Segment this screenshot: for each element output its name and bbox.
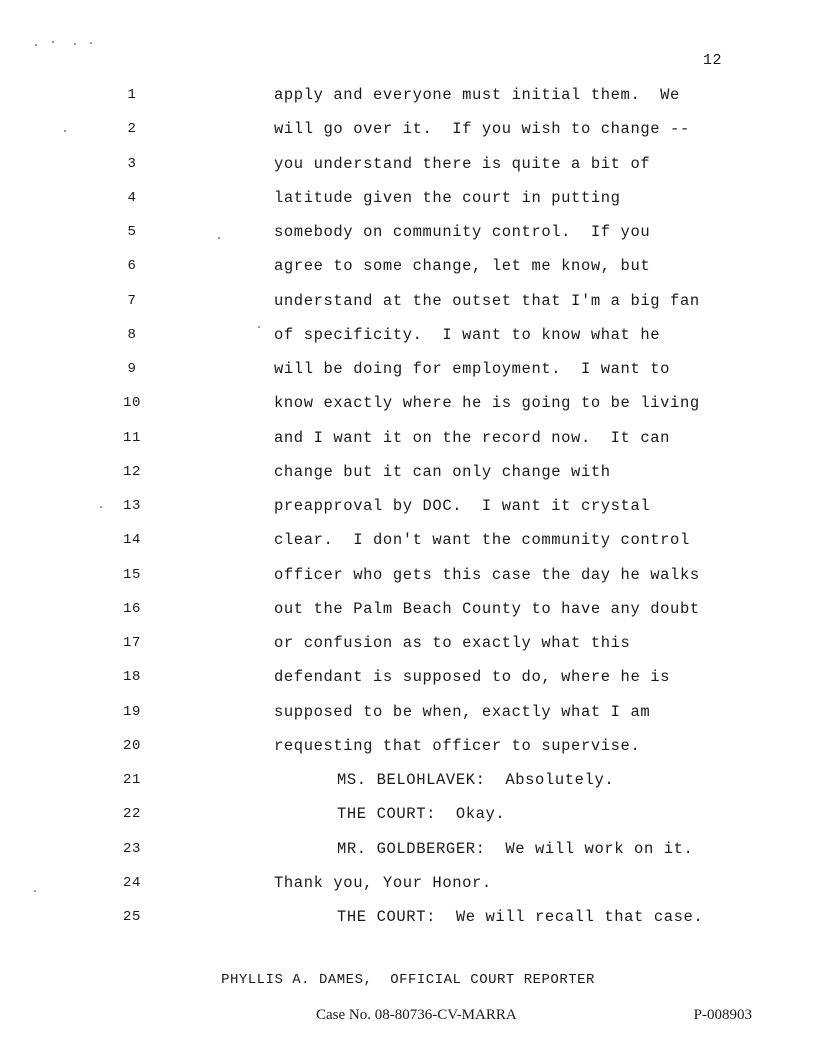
line-text: supposed to be when, exactly what I am <box>274 702 651 721</box>
line-number: 10 <box>122 395 141 412</box>
line-number: 24 <box>122 874 141 891</box>
line-number: 9 <box>127 361 137 377</box>
transcript-line <box>0 566 816 600</box>
line-text: MS. BELOHLAVEK: Absolutely. <box>337 771 615 789</box>
line-number: 4 <box>127 189 137 206</box>
transcript-line <box>0 805 816 839</box>
transcript-line <box>0 189 816 223</box>
line-number: 1 <box>127 87 137 103</box>
line-text: change but it can only change with <box>274 462 611 481</box>
bates-number: P-008903 <box>693 1007 752 1023</box>
line-text: preapproval by DOC. I want it crystal <box>274 497 651 515</box>
line-text: officer who gets this case the day he walks <box>274 565 700 584</box>
line-number: 3 <box>127 155 137 172</box>
line-number: 6 <box>127 258 137 275</box>
line-number: 21 <box>122 772 141 788</box>
transcript-line <box>0 874 816 908</box>
line-text: and I want it on the record now. It can <box>274 428 671 447</box>
line-text: requesting that officer to supervise. <box>274 736 641 755</box>
line-text: defendant is supposed to do, where he is <box>274 668 671 687</box>
transcript-line <box>0 155 816 189</box>
line-text: Thank you, Your Honor. <box>274 873 492 892</box>
line-text: or confusion as to exactly what this <box>274 634 631 652</box>
transcript-body <box>0 86 816 942</box>
line-text: of specificity. I want to know what he <box>274 325 661 344</box>
scan-speck <box>74 43 76 45</box>
transcript-line <box>0 394 816 428</box>
line-text: somebody on community control. If you <box>274 223 651 241</box>
line-number: 12 <box>122 463 141 480</box>
transcript-line <box>0 840 816 874</box>
line-text: understand at the outset that I'm a big fan <box>274 291 700 310</box>
line-text: latitude given the court in putting <box>274 188 621 207</box>
line-text: know exactly where he is going to be living <box>274 394 700 413</box>
line-text: apply and everyone must initial them. We <box>274 86 680 104</box>
transcript-line <box>0 429 816 463</box>
transcript-line <box>0 600 816 634</box>
transcript-line <box>0 497 816 531</box>
page-number: 12 <box>702 52 722 69</box>
line-number: 7 <box>127 292 137 309</box>
line-number: 18 <box>122 669 141 686</box>
transcript-line <box>0 360 816 394</box>
line-number: 16 <box>122 600 141 617</box>
transcript-line <box>0 120 816 154</box>
line-text: agree to some change, let me know, but <box>274 257 651 276</box>
line-number: 13 <box>122 498 141 514</box>
line-number: 14 <box>122 532 141 549</box>
line-number: 20 <box>122 737 141 754</box>
line-number: 11 <box>122 429 141 446</box>
case-number: Case No. 08-80736-CV-MARRA <box>316 1007 517 1023</box>
line-text: clear. I don't want the community control <box>274 531 690 550</box>
transcript-line <box>0 86 816 120</box>
transcript-line <box>0 326 816 360</box>
line-text: you understand there is quite a bit of <box>274 154 651 173</box>
transcript-line <box>0 908 816 942</box>
line-number: 19 <box>122 703 141 720</box>
transcript-line <box>0 737 816 771</box>
transcript-line <box>0 703 816 737</box>
line-number: 5 <box>127 224 137 240</box>
line-number: 23 <box>122 840 141 857</box>
scan-speck <box>52 41 54 43</box>
scan-speck <box>35 44 37 46</box>
line-number: 25 <box>122 909 141 925</box>
line-text: THE COURT: Okay. <box>337 805 506 824</box>
line-number: 2 <box>127 121 137 138</box>
scan-speck <box>90 42 92 44</box>
transcript-line <box>0 257 816 291</box>
transcript-line <box>0 634 816 668</box>
transcript-line <box>0 292 816 326</box>
transcript-line <box>0 771 816 805</box>
transcript-line <box>0 531 816 565</box>
court-reporter-footer: PHYLLIS A. DAMES, OFFICIAL COURT REPORTER <box>221 972 595 988</box>
line-number: 15 <box>122 566 141 583</box>
transcript-line <box>0 668 816 702</box>
transcript-line <box>0 223 816 257</box>
line-text: will be doing for employment. I want to <box>274 360 671 378</box>
line-number: 8 <box>127 326 137 343</box>
transcript-line <box>0 463 816 497</box>
line-text: MR. GOLDBERGER: We will work on it. <box>337 839 694 858</box>
line-text: THE COURT: We will recall that case. <box>337 908 704 926</box>
line-text: out the Palm Beach County to have any doubt <box>274 599 700 618</box>
line-number: 22 <box>122 806 141 823</box>
line-text: will go over it. If you wish to change -- <box>274 120 690 139</box>
line-number: 17 <box>122 635 141 651</box>
